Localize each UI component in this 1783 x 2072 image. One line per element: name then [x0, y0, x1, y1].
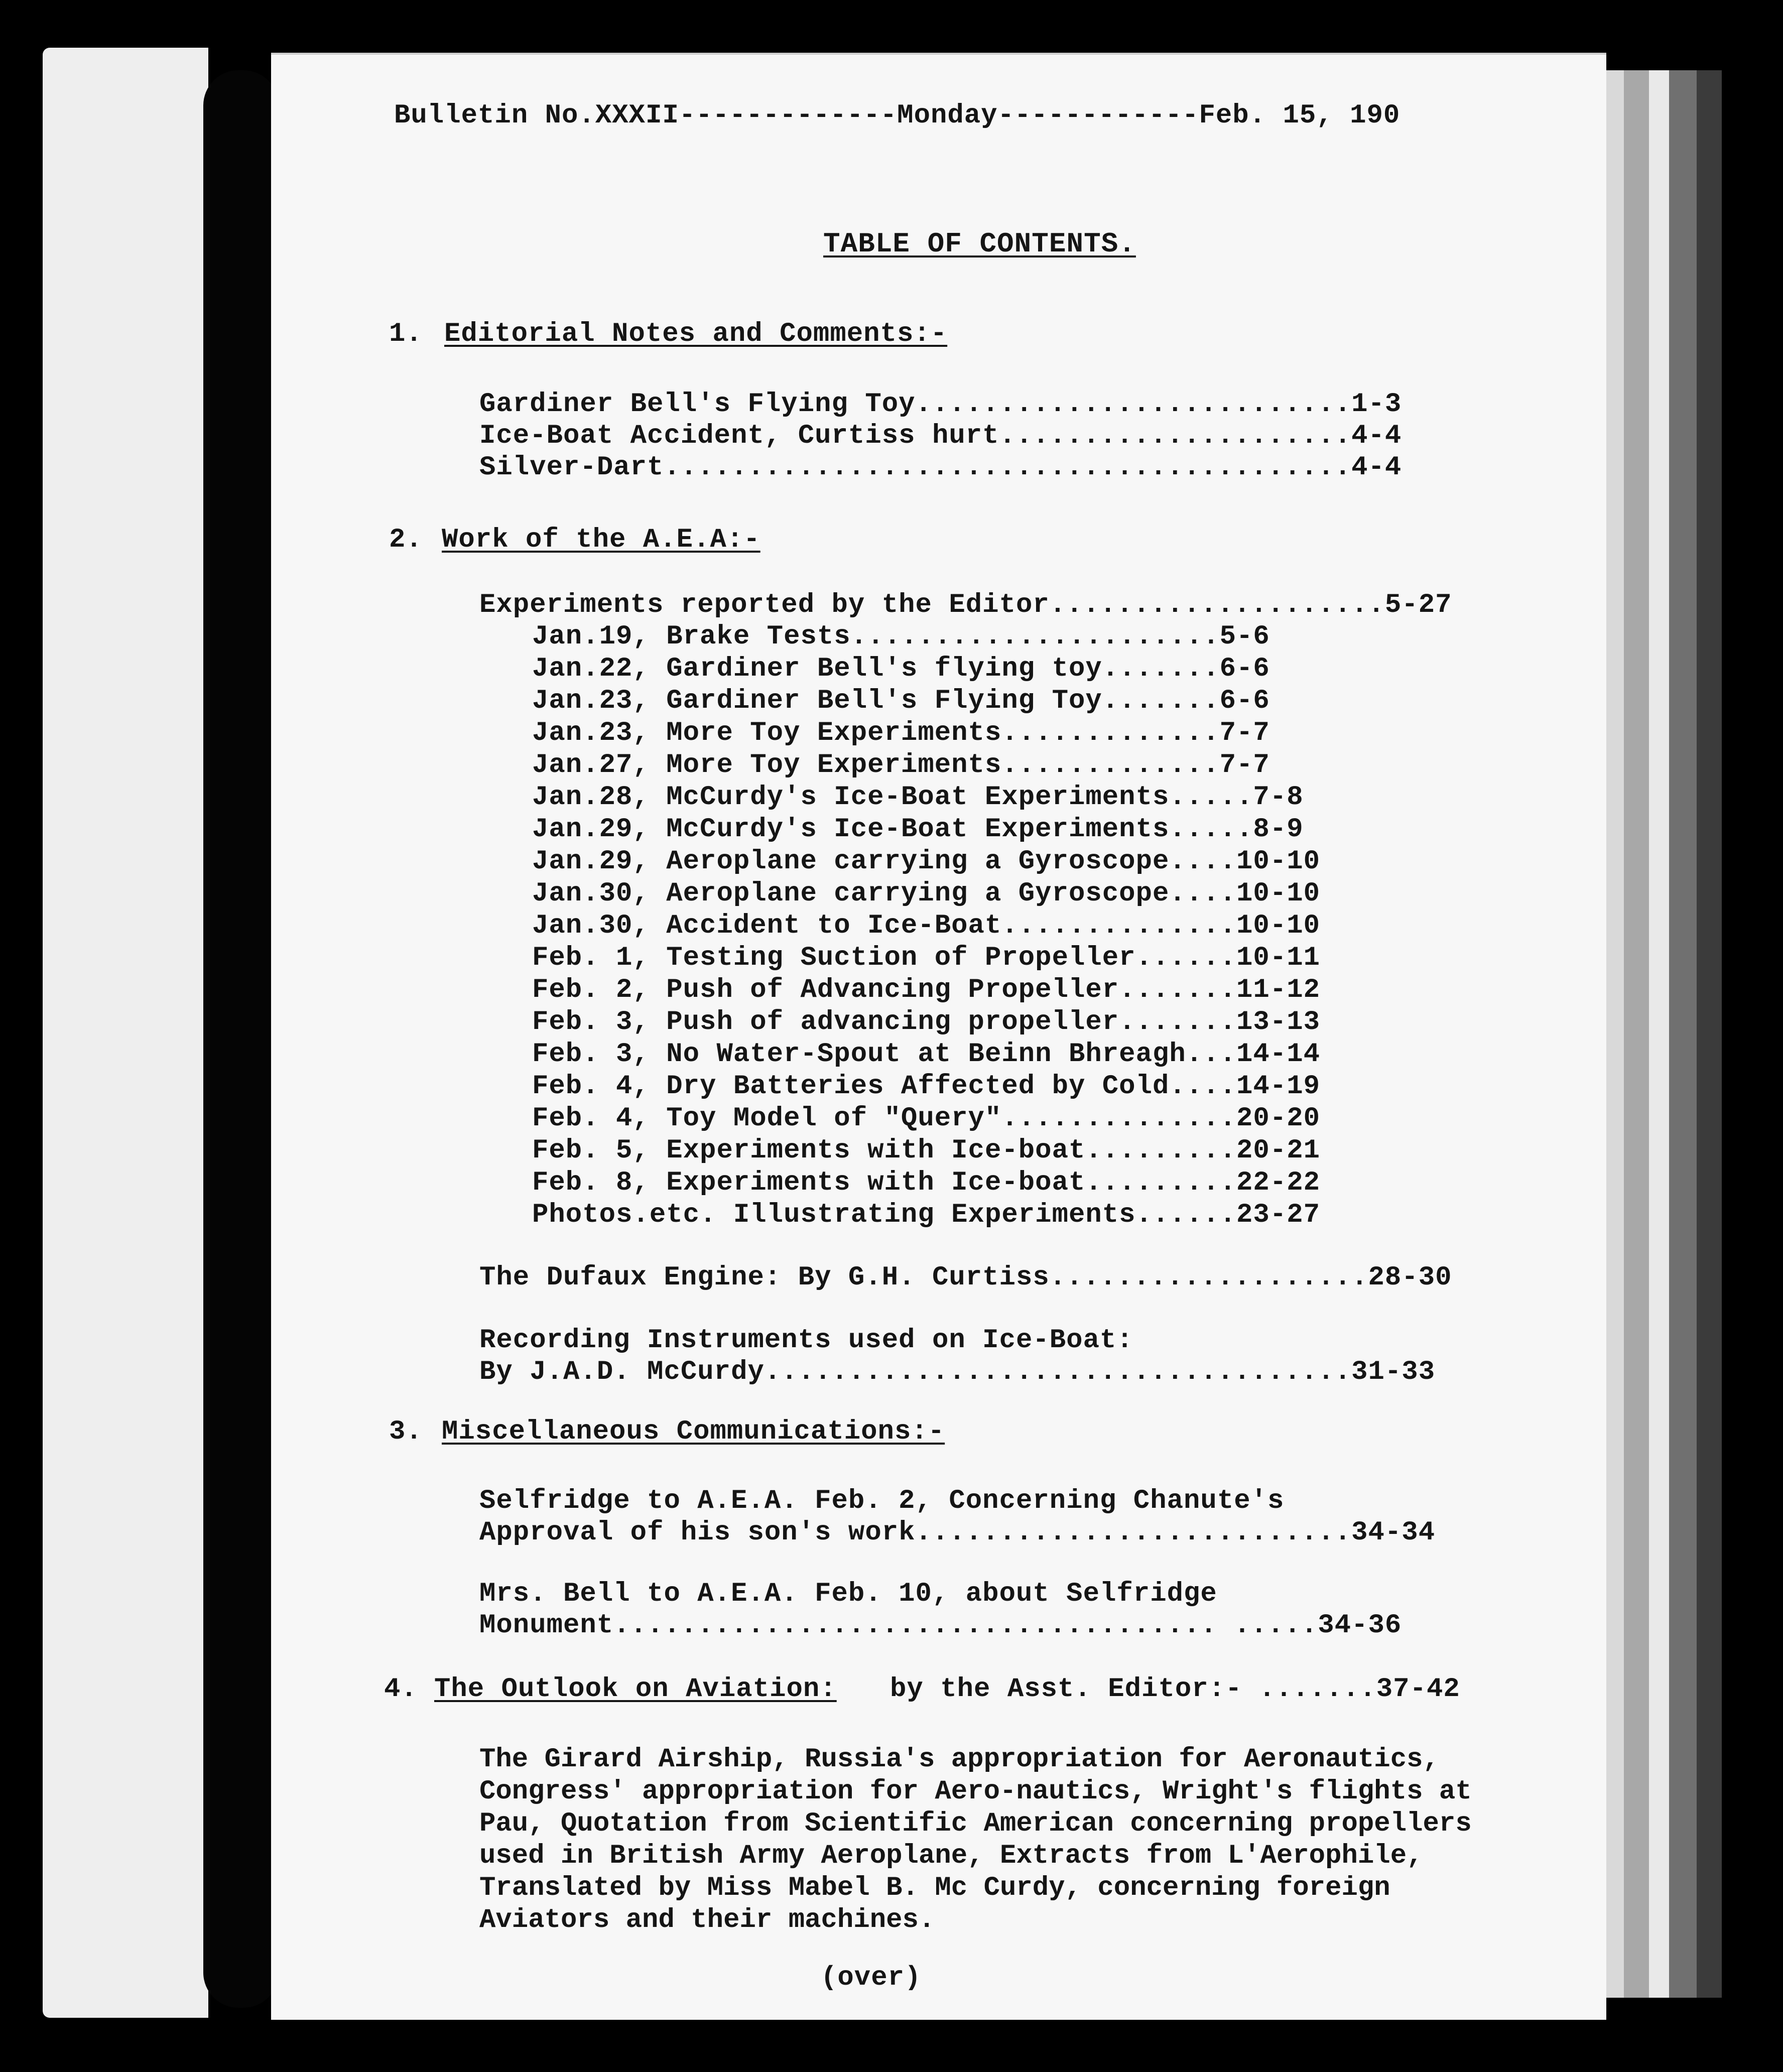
- book-gutter: [203, 70, 279, 2008]
- toc-subentry: Feb. 5, Experiments with Ice-boat.........20-21: [532, 1135, 1321, 1166]
- toc-subentry: Jan.23, More Toy Experiments.............7-7: [532, 718, 1270, 748]
- section-1-heading: Editorial Notes and Comments:-: [444, 319, 948, 349]
- toc-subentry: Feb. 8, Experiments with Ice-boat.........22-22: [532, 1168, 1321, 1198]
- toc-entry-recording: By J.A.D. McCurdy...................................31-33: [479, 1357, 1436, 1387]
- toc-subentry: Jan.29, McCurdy's Ice-Boat Experiments.....8-9: [532, 814, 1304, 845]
- section-1-number: 1.: [389, 319, 423, 349]
- toc-subentry: Jan.19, Brake Tests......................5-6: [532, 621, 1270, 652]
- page-edge-stack: [1669, 70, 1697, 1998]
- section-4-heading: The Outlook on Aviation:: [434, 1674, 837, 1705]
- left-page-edge: [43, 48, 208, 2018]
- section-4-heading-tail: by the Asst. Editor:- .......37-42: [890, 1674, 1460, 1705]
- outlook-summary-paragraph: The Girard Airship, Russia's appropriation for Aeronautics, Congress' appropriation for Aero-nautics, Wright's flights at Pau, Quotation from Scientific American concerning propellers used in British Army Aeroplane, Extracts from L'Aerophile, Translated by Miss Mabel B. Mc Curdy, concerning foreign Aviators and their machines.: [479, 1744, 1472, 1935]
- toc-entry-recording: Recording Instruments used on Ice-Boat:: [479, 1325, 1133, 1356]
- toc-entry-dufaux: The Dufaux Engine: By G.H. Curtiss...................28-30: [479, 1262, 1452, 1293]
- toc-subentry: Feb. 4, Dry Batteries Affected by Cold....14-19: [532, 1071, 1321, 1102]
- toc-entry-bell: Monument.................................... .....34-36: [479, 1610, 1402, 1641]
- toc-subentry: Jan.23, Gardiner Bell's Flying Toy.......6-6: [532, 686, 1270, 716]
- footer-over: (over): [821, 1963, 922, 1993]
- toc-subentry: Feb. 3, No Water-Spout at Beinn Bhreagh...14-14: [532, 1039, 1321, 1070]
- toc-subentry: Feb. 2, Push of Advancing Propeller.......11-12: [532, 975, 1321, 1005]
- toc-subentry: Jan.30, Aeroplane carrying a Gyroscope....10-10: [532, 878, 1321, 909]
- toc-entry-selfridge: Approval of his son's work..........................34-34: [479, 1517, 1436, 1548]
- page-edge-stack: [1697, 70, 1722, 1998]
- section-2-heading: Work of the A.E.A:-: [442, 525, 760, 555]
- section-2-number: 2.: [389, 525, 423, 555]
- toc-subentry: Jan.27, More Toy Experiments.............7-7: [532, 750, 1270, 781]
- toc-subentry: Jan.22, Gardiner Bell's flying toy.......6-6: [532, 654, 1270, 684]
- section-3-number: 3.: [389, 1416, 423, 1447]
- toc-subentry: Jan.30, Accident to Ice-Boat..............10-10: [532, 911, 1321, 941]
- toc-entry-experiments: Experiments reported by the Editor....................5-27: [479, 590, 1452, 620]
- toc-subentry: Photos.etc. Illustrating Experiments......23-27: [532, 1200, 1321, 1230]
- toc-entry: Gardiner Bell's Flying Toy..........................1-3: [479, 389, 1402, 420]
- toc-entry: Silver-Dart.........................................4-4: [479, 452, 1402, 483]
- section-3-heading: Miscellaneous Communications:-: [442, 1416, 945, 1447]
- page-edge-stack: [1649, 70, 1669, 1998]
- toc-subentry: Jan.29, Aeroplane carrying a Gyroscope....10-10: [532, 846, 1321, 877]
- bulletin-header-line: Bulletin No.XXXII-------------Monday------------Feb. 15, 190: [394, 100, 1400, 131]
- toc-entry-selfridge: Selfridge to A.E.A. Feb. 2, Concerning Chanute's: [479, 1486, 1285, 1516]
- section-4-number: 4.: [384, 1674, 418, 1705]
- toc-subentry: Feb. 1, Testing Suction of Propeller......10-11: [532, 943, 1321, 973]
- toc-subentry: Feb. 3, Push of advancing propeller.......13-13: [532, 1007, 1321, 1038]
- toc-subentry: Feb. 4, Toy Model of "Query"..............20-20: [532, 1103, 1321, 1134]
- toc-subentry: Jan.28, McCurdy's Ice-Boat Experiments.....7-8: [532, 782, 1304, 813]
- document-page: [271, 53, 1606, 2020]
- toc-entry: Ice-Boat Accident, Curtiss hurt.....................4-4: [479, 421, 1402, 451]
- table-of-contents-title: TABLE OF CONTENTS.: [823, 228, 1136, 260]
- toc-entry-bell: Mrs. Bell to A.E.A. Feb. 10, about Selfridge: [479, 1579, 1217, 1609]
- page-edge-stack: [1624, 70, 1649, 1998]
